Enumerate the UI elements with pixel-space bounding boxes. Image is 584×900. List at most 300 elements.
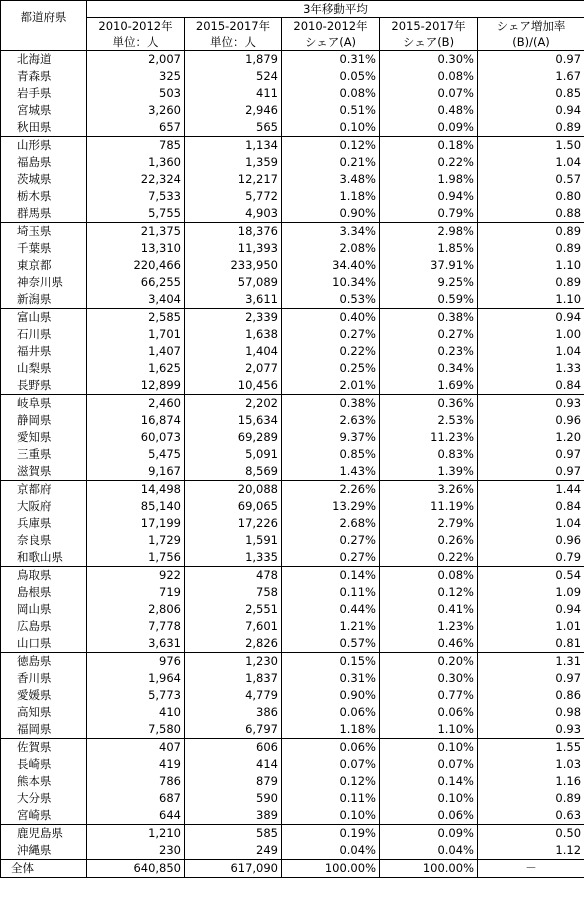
count-2010-2012: 503 (87, 85, 185, 102)
count-2015-2017: 69,065 (185, 498, 282, 515)
share-a: 3.48% (282, 171, 380, 188)
share-growth-rate: 1.50 (478, 137, 584, 155)
prefecture-name: 沖縄県 (1, 842, 87, 860)
share-b: 2.98% (380, 223, 478, 241)
count-2010-2012: 1,407 (87, 343, 185, 360)
prefecture-name: 熊本県 (1, 773, 87, 790)
count-2015-2017: 1,638 (185, 326, 282, 343)
table-row (1, 119, 584, 137)
table-row (1, 653, 584, 671)
table-row (1, 68, 584, 85)
table-row (1, 188, 584, 205)
header-2015-2017-count: 2015-2017年 (185, 18, 282, 35)
share-b: 37.91% (380, 257, 478, 274)
count-2010-2012: 5,475 (87, 446, 185, 463)
share-growth-rate: 0.84 (478, 377, 584, 395)
table-row (1, 412, 584, 429)
share-a: 0.51% (282, 102, 380, 119)
share-growth-rate: 1.01 (478, 618, 584, 635)
prefecture-name: 和歌山県 (1, 549, 87, 567)
share-growth-rate: 1.12 (478, 842, 584, 860)
table-row (1, 584, 584, 601)
count-2010-2012: 3,631 (87, 635, 185, 653)
share-a: 0.27% (282, 532, 380, 549)
table-row (1, 704, 584, 721)
table-row (1, 739, 584, 757)
share-growth-rate: 0.50 (478, 825, 584, 843)
share-a: 1.18% (282, 188, 380, 205)
share-a: 0.04% (282, 842, 380, 860)
table-row (1, 291, 584, 309)
count-2015-2017: 20,088 (185, 481, 282, 499)
count-2015-2017: 1,134 (185, 137, 282, 155)
table-row (1, 532, 584, 549)
prefecture-name: 山形県 (1, 137, 87, 155)
total-share-growth-rate: － (478, 860, 584, 878)
share-growth-rate: 1.44 (478, 481, 584, 499)
share-growth-rate: 1.33 (478, 360, 584, 377)
count-2010-2012: 230 (87, 842, 185, 860)
share-growth-rate: 1.04 (478, 515, 584, 532)
table-row (1, 137, 584, 155)
prefecture-name: 石川県 (1, 326, 87, 343)
count-2010-2012: 719 (87, 584, 185, 601)
share-a: 9.37% (282, 429, 380, 446)
prefecture-name: 兵庫県 (1, 515, 87, 532)
share-b: 2.79% (380, 515, 478, 532)
table-row (1, 687, 584, 704)
prefecture-name: 山梨県 (1, 360, 87, 377)
count-2015-2017: 1,230 (185, 653, 282, 671)
prefecture-name: 宮崎県 (1, 807, 87, 825)
share-growth-rate: 1.20 (478, 429, 584, 446)
share-a: 0.07% (282, 756, 380, 773)
header-prefecture: 都道府県 (1, 1, 87, 51)
count-2015-2017: 2,551 (185, 601, 282, 618)
table-row (1, 240, 584, 257)
share-b: 0.30% (380, 51, 478, 69)
count-2010-2012: 22,324 (87, 171, 185, 188)
share-b: 0.30% (380, 670, 478, 687)
count-2015-2017: 565 (185, 119, 282, 137)
count-2010-2012: 1,210 (87, 825, 185, 843)
table-row (1, 85, 584, 102)
table-row (1, 377, 584, 395)
count-2015-2017: 5,091 (185, 446, 282, 463)
share-b: 0.26% (380, 532, 478, 549)
share-a: 0.08% (282, 85, 380, 102)
count-2015-2017: 585 (185, 825, 282, 843)
count-2015-2017: 5,772 (185, 188, 282, 205)
share-b: 1.98% (380, 171, 478, 188)
prefecture-name: 山口県 (1, 635, 87, 653)
share-a: 0.11% (282, 790, 380, 807)
share-b: 0.20% (380, 653, 478, 671)
share-b: 0.09% (380, 825, 478, 843)
count-2010-2012: 21,375 (87, 223, 185, 241)
header-share-a: シェア(A) (282, 34, 380, 51)
table-row (1, 154, 584, 171)
count-2010-2012: 13,310 (87, 240, 185, 257)
count-2010-2012: 2,585 (87, 309, 185, 327)
prefecture-name: 岡山県 (1, 601, 87, 618)
count-2015-2017: 3,611 (185, 291, 282, 309)
header-share-growth: シェア増加率 (478, 18, 584, 35)
header-2010-2012-count: 2010-2012年 (87, 18, 185, 35)
share-b: 0.38% (380, 309, 478, 327)
table-row (1, 498, 584, 515)
count-2015-2017: 4,779 (185, 687, 282, 704)
share-growth-rate: 1.04 (478, 154, 584, 171)
share-a: 0.22% (282, 343, 380, 360)
share-a: 2.08% (282, 240, 380, 257)
table-row (1, 223, 584, 241)
table-row (1, 670, 584, 687)
share-b: 0.14% (380, 773, 478, 790)
share-a: 0.05% (282, 68, 380, 85)
prefecture-name: 長野県 (1, 377, 87, 395)
table-row (1, 515, 584, 532)
prefecture-name: 埼玉県 (1, 223, 87, 241)
share-growth-rate: 0.93 (478, 721, 584, 739)
count-2015-2017: 2,946 (185, 102, 282, 119)
count-2015-2017: 524 (185, 68, 282, 85)
share-growth-rate: 0.80 (478, 188, 584, 205)
prefecture-name: 島根県 (1, 584, 87, 601)
count-2010-2012: 3,404 (87, 291, 185, 309)
header-2010-2012-share: 2010-2012年 (282, 18, 380, 35)
share-growth-rate: 0.85 (478, 85, 584, 102)
share-a: 0.21% (282, 154, 380, 171)
share-b: 1.10% (380, 721, 478, 739)
prefecture-name: 広島県 (1, 618, 87, 635)
share-b: 0.23% (380, 343, 478, 360)
prefecture-name: 栃木県 (1, 188, 87, 205)
total-share-b: 100.00% (380, 860, 478, 878)
table-row (1, 601, 584, 618)
share-b: 0.10% (380, 739, 478, 757)
share-a: 0.85% (282, 446, 380, 463)
share-growth-rate: 0.97 (478, 446, 584, 463)
count-2015-2017: 1,879 (185, 51, 282, 69)
share-growth-rate: 1.09 (478, 584, 584, 601)
share-a: 0.90% (282, 687, 380, 704)
share-b: 0.59% (380, 291, 478, 309)
share-b: 0.08% (380, 567, 478, 585)
table-row (1, 756, 584, 773)
total-count-2010-2012: 640,850 (87, 860, 185, 878)
prefecture-name: 福井県 (1, 343, 87, 360)
share-b: 2.53% (380, 412, 478, 429)
count-2015-2017: 590 (185, 790, 282, 807)
count-2015-2017: 758 (185, 584, 282, 601)
count-2010-2012: 2,007 (87, 51, 185, 69)
count-2010-2012: 14,498 (87, 481, 185, 499)
count-2010-2012: 1,360 (87, 154, 185, 171)
count-2010-2012: 785 (87, 137, 185, 155)
total-share-a: 100.00% (282, 860, 380, 878)
share-growth-rate: 1.04 (478, 343, 584, 360)
share-growth-rate: 0.96 (478, 532, 584, 549)
share-b: 0.07% (380, 756, 478, 773)
share-a: 0.31% (282, 670, 380, 687)
count-2015-2017: 18,376 (185, 223, 282, 241)
count-2010-2012: 7,580 (87, 721, 185, 739)
total-label: 全体 (1, 860, 87, 878)
share-b: 0.12% (380, 584, 478, 601)
prefecture-name: 岐阜県 (1, 395, 87, 413)
table-row (1, 842, 584, 860)
count-2015-2017: 478 (185, 567, 282, 585)
count-2015-2017: 17,226 (185, 515, 282, 532)
prefecture-name: 千葉県 (1, 240, 87, 257)
count-2015-2017: 249 (185, 842, 282, 860)
count-2015-2017: 606 (185, 739, 282, 757)
count-2015-2017: 1,404 (185, 343, 282, 360)
share-a: 0.31% (282, 51, 380, 69)
count-2010-2012: 12,899 (87, 377, 185, 395)
count-2010-2012: 976 (87, 653, 185, 671)
share-growth-rate: 0.88 (478, 205, 584, 223)
prefecture-name: 神奈川県 (1, 274, 87, 291)
share-b: 0.04% (380, 842, 478, 860)
prefecture-name: 愛知県 (1, 429, 87, 446)
share-growth-rate: 1.31 (478, 653, 584, 671)
share-a: 0.44% (282, 601, 380, 618)
share-growth-rate: 1.00 (478, 326, 584, 343)
share-b: 11.23% (380, 429, 478, 446)
share-a: 0.25% (282, 360, 380, 377)
share-b: 0.06% (380, 704, 478, 721)
count-2010-2012: 2,460 (87, 395, 185, 413)
share-a: 0.14% (282, 567, 380, 585)
share-growth-rate: 0.94 (478, 309, 584, 327)
share-a: 10.34% (282, 274, 380, 291)
share-b: 0.08% (380, 68, 478, 85)
count-2010-2012: 657 (87, 119, 185, 137)
count-2010-2012: 85,140 (87, 498, 185, 515)
prefecture-name: 滋賀県 (1, 463, 87, 481)
count-2010-2012: 419 (87, 756, 185, 773)
share-growth-rate: 0.57 (478, 171, 584, 188)
table-row (1, 773, 584, 790)
table-row (1, 446, 584, 463)
count-2015-2017: 879 (185, 773, 282, 790)
prefecture-name: 香川県 (1, 670, 87, 687)
share-growth-rate: 1.16 (478, 773, 584, 790)
prefecture-name: 福島県 (1, 154, 87, 171)
share-growth-rate: 0.89 (478, 274, 584, 291)
share-b: 0.22% (380, 154, 478, 171)
share-a: 0.12% (282, 773, 380, 790)
count-2015-2017: 57,089 (185, 274, 282, 291)
share-growth-rate: 0.89 (478, 240, 584, 257)
table-row (1, 825, 584, 843)
share-growth-rate: 0.97 (478, 670, 584, 687)
share-a: 0.11% (282, 584, 380, 601)
prefecture-name: 京都府 (1, 481, 87, 499)
share-b: 0.07% (380, 85, 478, 102)
share-growth-rate: 0.86 (478, 687, 584, 704)
table-row (1, 360, 584, 377)
share-b: 0.06% (380, 807, 478, 825)
share-b: 0.41% (380, 601, 478, 618)
share-b: 1.23% (380, 618, 478, 635)
share-a: 2.63% (282, 412, 380, 429)
table-row (1, 721, 584, 739)
share-a: 0.90% (282, 205, 380, 223)
prefecture-name: 愛媛県 (1, 687, 87, 704)
share-b: 0.83% (380, 446, 478, 463)
count-2010-2012: 3,260 (87, 102, 185, 119)
share-growth-rate: 0.84 (478, 498, 584, 515)
share-a: 0.27% (282, 549, 380, 567)
prefecture-name: 大分県 (1, 790, 87, 807)
share-b: 0.94% (380, 188, 478, 205)
share-b: 3.26% (380, 481, 478, 499)
share-growth-rate: 0.98 (478, 704, 584, 721)
table-row (1, 326, 584, 343)
prefecture-name: 静岡県 (1, 412, 87, 429)
prefecture-name: 岩手県 (1, 85, 87, 102)
prefecture-name: 佐賀県 (1, 739, 87, 757)
share-a: 0.06% (282, 739, 380, 757)
table-row (1, 618, 584, 635)
header-moving-average: 3年移動平均 (87, 1, 584, 18)
prefecture-name: 宮城県 (1, 102, 87, 119)
share-growth-rate: 0.93 (478, 395, 584, 413)
share-b: 0.77% (380, 687, 478, 704)
table-row (1, 257, 584, 274)
share-b: 1.69% (380, 377, 478, 395)
prefecture-name: 鹿児島県 (1, 825, 87, 843)
share-growth-rate: 0.63 (478, 807, 584, 825)
share-a: 1.43% (282, 463, 380, 481)
count-2015-2017: 4,903 (185, 205, 282, 223)
share-growth-rate: 1.10 (478, 291, 584, 309)
count-2015-2017: 12,217 (185, 171, 282, 188)
header-unit-1: 単位：人 (87, 34, 185, 51)
table-row (1, 549, 584, 567)
count-2015-2017: 389 (185, 807, 282, 825)
table-row (1, 567, 584, 585)
share-growth-rate: 0.89 (478, 223, 584, 241)
share-b: 0.34% (380, 360, 478, 377)
share-a: 0.38% (282, 395, 380, 413)
share-a: 2.26% (282, 481, 380, 499)
prefecture-name: 北海道 (1, 51, 87, 69)
count-2015-2017: 10,456 (185, 377, 282, 395)
table-row (1, 429, 584, 446)
count-2015-2017: 414 (185, 756, 282, 773)
table-row (1, 481, 584, 499)
prefecture-name: 徳島県 (1, 653, 87, 671)
prefecture-name: 富山県 (1, 309, 87, 327)
share-a: 0.19% (282, 825, 380, 843)
prefecture-name: 新潟県 (1, 291, 87, 309)
share-a: 0.12% (282, 137, 380, 155)
table-row (1, 807, 584, 825)
share-growth-rate: 0.97 (478, 51, 584, 69)
count-2015-2017: 1,335 (185, 549, 282, 567)
count-2015-2017: 1,359 (185, 154, 282, 171)
share-growth-rate: 0.96 (478, 412, 584, 429)
share-a: 0.15% (282, 653, 380, 671)
count-2010-2012: 687 (87, 790, 185, 807)
share-growth-rate: 0.94 (478, 102, 584, 119)
table-row (1, 343, 584, 360)
header-ratio: (B)/(A) (478, 34, 584, 51)
share-b: 0.09% (380, 119, 478, 137)
count-2010-2012: 5,773 (87, 687, 185, 704)
prefecture-name: 高知県 (1, 704, 87, 721)
table-row (1, 463, 584, 481)
share-growth-rate: 1.03 (478, 756, 584, 773)
count-2010-2012: 644 (87, 807, 185, 825)
table-row (1, 395, 584, 413)
prefecture-name: 奈良県 (1, 532, 87, 549)
table-row (1, 309, 584, 327)
share-b: 0.48% (380, 102, 478, 119)
prefecture-name: 東京都 (1, 257, 87, 274)
total-row (1, 860, 584, 878)
count-2010-2012: 220,466 (87, 257, 185, 274)
count-2015-2017: 69,289 (185, 429, 282, 446)
count-2010-2012: 1,964 (87, 670, 185, 687)
share-a: 0.57% (282, 635, 380, 653)
table-row (1, 205, 584, 223)
share-a: 13.29% (282, 498, 380, 515)
count-2010-2012: 325 (87, 68, 185, 85)
table-row (1, 790, 584, 807)
share-growth-rate: 0.89 (478, 119, 584, 137)
header-share-b: シェア(B) (380, 34, 478, 51)
count-2010-2012: 7,533 (87, 188, 185, 205)
count-2015-2017: 386 (185, 704, 282, 721)
prefecture-name: 群馬県 (1, 205, 87, 223)
share-b: 0.10% (380, 790, 478, 807)
count-2015-2017: 1,837 (185, 670, 282, 687)
count-2015-2017: 2,202 (185, 395, 282, 413)
count-2015-2017: 2,826 (185, 635, 282, 653)
count-2015-2017: 411 (185, 85, 282, 102)
count-2015-2017: 11,393 (185, 240, 282, 257)
table-row (1, 274, 584, 291)
share-b: 0.79% (380, 205, 478, 223)
table-body (1, 51, 584, 878)
header-unit-2: 単位：人 (185, 34, 282, 51)
prefecture-name: 茨城県 (1, 171, 87, 188)
share-a: 2.68% (282, 515, 380, 532)
prefecture-name: 長崎県 (1, 756, 87, 773)
count-2015-2017: 7,601 (185, 618, 282, 635)
count-2010-2012: 7,778 (87, 618, 185, 635)
share-a: 0.06% (282, 704, 380, 721)
share-a: 0.10% (282, 119, 380, 137)
share-b: 0.27% (380, 326, 478, 343)
share-growth-rate: 1.67 (478, 68, 584, 85)
count-2015-2017: 1,591 (185, 532, 282, 549)
table-row (1, 171, 584, 188)
table-row (1, 635, 584, 653)
count-2010-2012: 1,729 (87, 532, 185, 549)
share-growth-rate: 0.54 (478, 567, 584, 585)
share-growth-rate: 1.10 (478, 257, 584, 274)
prefecture-name: 福岡県 (1, 721, 87, 739)
share-b: 0.46% (380, 635, 478, 653)
count-2010-2012: 16,874 (87, 412, 185, 429)
prefecture-name: 秋田県 (1, 119, 87, 137)
